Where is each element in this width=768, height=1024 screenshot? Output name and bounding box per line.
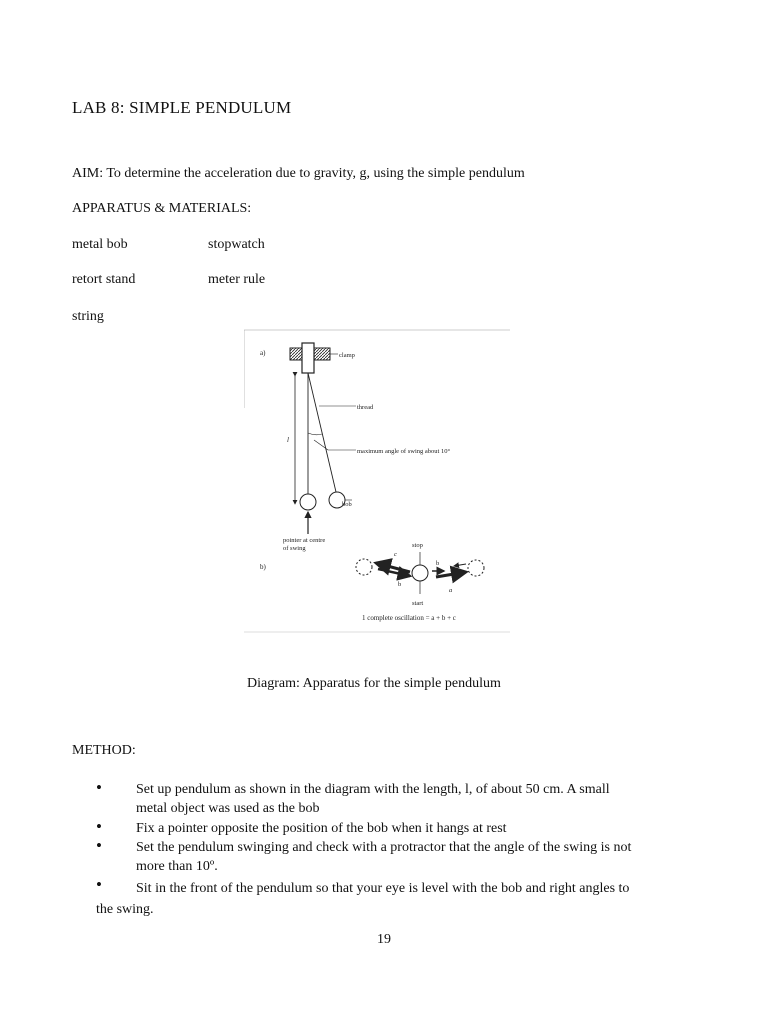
page-title: LAB 8: SIMPLE PENDULUM — [72, 98, 292, 117]
method-step-line: Fix a pointer opposite the position of the bob when it hangs at rest — [136, 821, 507, 836]
arrow-a — [436, 572, 466, 577]
bob-left-extreme — [356, 559, 372, 575]
bob-right-extreme — [468, 560, 484, 576]
bullet-icon: • — [96, 817, 102, 836]
method-step-line: Set the pendulum swinging and check with a protractor that the angle of the swing is not — [136, 840, 632, 855]
length-symbol: l — [287, 436, 289, 444]
method-step-line: Set up pendulum as shown in the diagram with the length, l, of about 50 cm. A small — [136, 782, 610, 797]
material-item: meter rule — [208, 272, 266, 287]
method-step — [96, 819, 696, 839]
material-item: stopwatch — [208, 237, 265, 252]
start-label: start — [412, 600, 424, 607]
segment-b-lower-label: b — [398, 581, 402, 588]
method-step — [96, 838, 696, 878]
bob-label: bob — [342, 501, 352, 508]
clamp-label: clamp — [339, 352, 355, 359]
segment-c-label: c — [394, 551, 397, 558]
method-heading: METHOD: — [72, 743, 136, 758]
angle-arc — [308, 433, 322, 435]
method-step-line: metal object was used as the bob — [136, 801, 320, 816]
stop-label: stop — [412, 542, 423, 549]
max-angle-label: maximum angle of swing about 10° — [357, 448, 451, 455]
material-item: retort stand — [72, 272, 136, 287]
pointer-label-line2: of swing — [283, 545, 306, 552]
arrow-return — [454, 564, 466, 566]
part-a-label: a) — [260, 349, 266, 357]
thread-label: thread — [357, 404, 374, 411]
bob-centre — [412, 565, 428, 581]
method-step — [96, 875, 696, 919]
part-b-label: b) — [260, 563, 266, 571]
bullet-icon: • — [96, 778, 102, 797]
bullet-icon: • — [96, 875, 102, 894]
bob-rest — [300, 494, 316, 510]
material-item: metal bob — [72, 237, 128, 252]
page-number: 19 — [377, 932, 391, 947]
method-step — [96, 780, 696, 820]
segment-a-label: a — [449, 587, 453, 594]
aim-text: AIM: To determine the acceleration due to gravity, g, using the simple pendulum — [72, 166, 525, 181]
pointer-label-line1: pointer at centre — [283, 537, 326, 544]
oscillation-label: 1 complete oscillation = a + b + c — [362, 614, 456, 622]
bullet-icon: • — [96, 836, 102, 855]
segment-b-upper-label: b — [436, 560, 440, 567]
method-step-line: the swing. — [96, 902, 154, 917]
apparatus-heading: APPARATUS & MATERIALS: — [72, 201, 252, 216]
pendulum-diagram — [244, 328, 510, 634]
clamp-icon — [290, 343, 330, 373]
thread-swung — [308, 373, 336, 492]
material-item: string — [72, 309, 104, 324]
method-step-line: more than 10º. — [136, 859, 218, 874]
method-step-line: Sit in the front of the pendulum so that your eye is level with the bob and right angles to — [136, 881, 630, 896]
diagram-caption: Diagram: Apparatus for the simple pendulum — [247, 676, 501, 691]
